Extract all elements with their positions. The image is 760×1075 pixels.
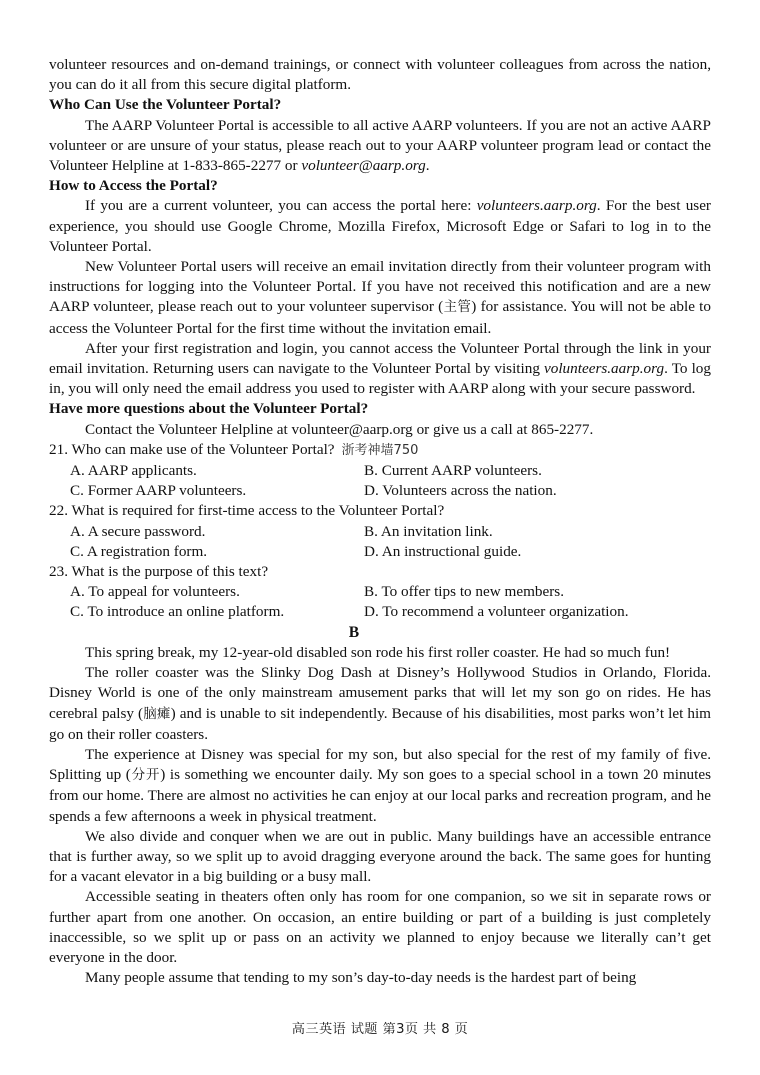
question-23-options <box>49 582 711 622</box>
gloss-cerebral-palsy-chinese: 脑瘫 <box>143 706 171 722</box>
how2-lead: New Volunteer Portal users will receive an email invitation directly from their volunteer program with instructions for logging into the Volunteer Portal. If you have not received this notification and are a new AARP volunteer, please reach out to your volunteer supervisor ( <box>49 258 711 316</box>
option-b[interactable]: B. Current AARP volunteers. <box>364 462 542 480</box>
question-21-options <box>49 461 711 501</box>
pb3-lead: The experience at Disney was special for my son, but also special for the rest of my family of five. Splitting up ( <box>49 745 711 784</box>
page-footer: 高三英语 试题 第3页 共 8 页 <box>291 1022 469 1037</box>
heading-more-questions: Have more questions about the Volunteer Portal? <box>49 400 369 418</box>
who-text-tail: . <box>425 157 430 175</box>
option-row <box>49 582 711 602</box>
passage-a-who-paragraph <box>49 116 711 177</box>
section-b-letter: B <box>348 623 360 641</box>
how1-tail: . For the best user experience, you should use Google Chrome, Mozilla Firefox, Microsoft Edge or Safari to log in to the Volunteer Portal. <box>49 197 711 255</box>
option-row <box>49 461 711 481</box>
pb2-tail: ) and is unable to sit independently. Because of his disabilities, most parks won’t let him go on their roller coasters. <box>49 704 711 743</box>
heading-who-can-use: Who Can Use the Volunteer Portal? <box>49 96 282 114</box>
option-c[interactable]: C. Former AARP volunteers. <box>70 482 247 500</box>
passage-b-paragraph-4: We also divide and conquer when we are out in public. Many buildings have an accessible entrance that is further away, so we split up to avoid dragging everyone around the back. The same goes for hunting for a vacant elevator in a big building or a busy mall. <box>49 827 711 886</box>
option-c[interactable]: C. A registration form. <box>70 542 208 560</box>
passage-b-paragraph-6: Many people assume that tending to my son’s day-to-day needs is the hardest part of being <box>85 969 637 987</box>
question-21-stem <box>49 440 711 461</box>
how3-tail: . To log in, you will only need the email address you used to register with AARP along with your secure password. <box>49 360 711 398</box>
pb2-lead: The roller coaster was the Slinky Dog Dash at Disney’s Hollywood Studios in Orlando, Florida. Disney World is one of the only mainstream amusement parks that will let my son go on rides. He has cerebral palsy ( <box>49 664 711 722</box>
section-b-marker <box>49 623 711 643</box>
passage-b-paragraph-3 <box>49 745 711 827</box>
passage-b-paragraph-2 <box>49 663 711 745</box>
option-a[interactable]: A. AARP applicants. <box>70 462 197 480</box>
how3-lead: After your first registration and login, you cannot access the Volunteer Portal through the link in your email invitation. Returning users can navigate to the Volunteer Portal by visiting <box>49 339 711 378</box>
portal-url-2: volunteers.aarp.org <box>544 360 665 378</box>
option-row <box>49 522 711 542</box>
option-b[interactable]: B. An invitation link. <box>364 522 493 540</box>
heading-how-to-access: How to Access the Portal? <box>49 177 218 195</box>
gloss-supervisor-chinese: 主管 <box>443 300 472 316</box>
option-d[interactable]: D. Volunteers across the nation. <box>364 482 557 500</box>
option-row <box>49 602 711 622</box>
passage-a-how-paragraph-3 <box>49 339 711 400</box>
question-21-text: 21. Who can make use of the Volunteer Portal? <box>49 440 335 458</box>
passage-a-intro-paragraph: volunteer resources and on-demand trainings, or connect with volunteer colleagues from across the nation, you can do it all from this secure digital platform. <box>49 56 711 94</box>
watermark-label: 浙考神墙750 <box>341 442 419 458</box>
option-d[interactable]: D. To recommend a volunteer organization. <box>364 603 629 621</box>
pb3-tail: ) is something we encounter daily. My son goes to a special school in a town 20 minutes from our home. There are almost no activities he can enjoy at our local parks and recreation program, and he spends a few afternoons a week in physical treatment. <box>49 766 712 825</box>
passage-b-paragraph-1: This spring break, my 12-year-old disabled son rode his first roller coaster. He had so much fun! <box>85 643 671 661</box>
portal-url-1: volunteers.aarp.org <box>476 197 597 215</box>
who-text-lead: The AARP Volunteer Portal is accessible to all active AARP volunteers. If you are not an active AARP volunteer or are unsure of your status, please reach out to your AARP volunteer program lead or contact the Volunteer Helpline at 1-833-865-2277 or <box>49 116 711 175</box>
exam-page-body <box>49 55 711 988</box>
option-c[interactable]: C. To introduce an online platform. <box>70 603 285 621</box>
question-22-options <box>49 522 711 562</box>
passage-b-paragraph-5: Accessible seating in theaters often only has room for one companion, so we sit in separate rows or further apart from one another. On occasion, an entire building or part of a building is just completely inaccessible, so we split up or pass on an activity we planned to enjoy because we literally can’t get everyone in the door. <box>49 888 711 966</box>
question-22-stem: 22. What is required for first-time access to the Volunteer Portal? <box>49 502 445 520</box>
volunteer-email-link: volunteer@aarp.org <box>301 157 426 175</box>
option-row <box>49 542 711 562</box>
option-row <box>49 481 711 501</box>
how2-tail: ) for assistance. You will not be able to access the Volunteer Portal for the first time without the invitation email. <box>49 298 712 337</box>
passage-a-contact-paragraph: Contact the Volunteer Helpline at volunteer@aarp.org or give us a call at 865-2277. <box>85 420 594 438</box>
passage-a-how-paragraph-2 <box>49 257 711 339</box>
question-23-stem: 23. What is the purpose of this text? <box>49 563 269 581</box>
option-a[interactable]: A. A secure password. <box>70 522 206 540</box>
gloss-splitting-up-chinese: 分开 <box>130 768 161 784</box>
how1-lead: If you are a current volunteer, you can access the portal here: <box>85 197 477 215</box>
option-d[interactable]: D. An instructional guide. <box>364 542 522 560</box>
option-a[interactable]: A. To appeal for volunteers. <box>70 583 240 601</box>
option-b[interactable]: B. To offer tips to new members. <box>364 583 565 601</box>
passage-a-how-paragraph-1 <box>49 196 711 257</box>
